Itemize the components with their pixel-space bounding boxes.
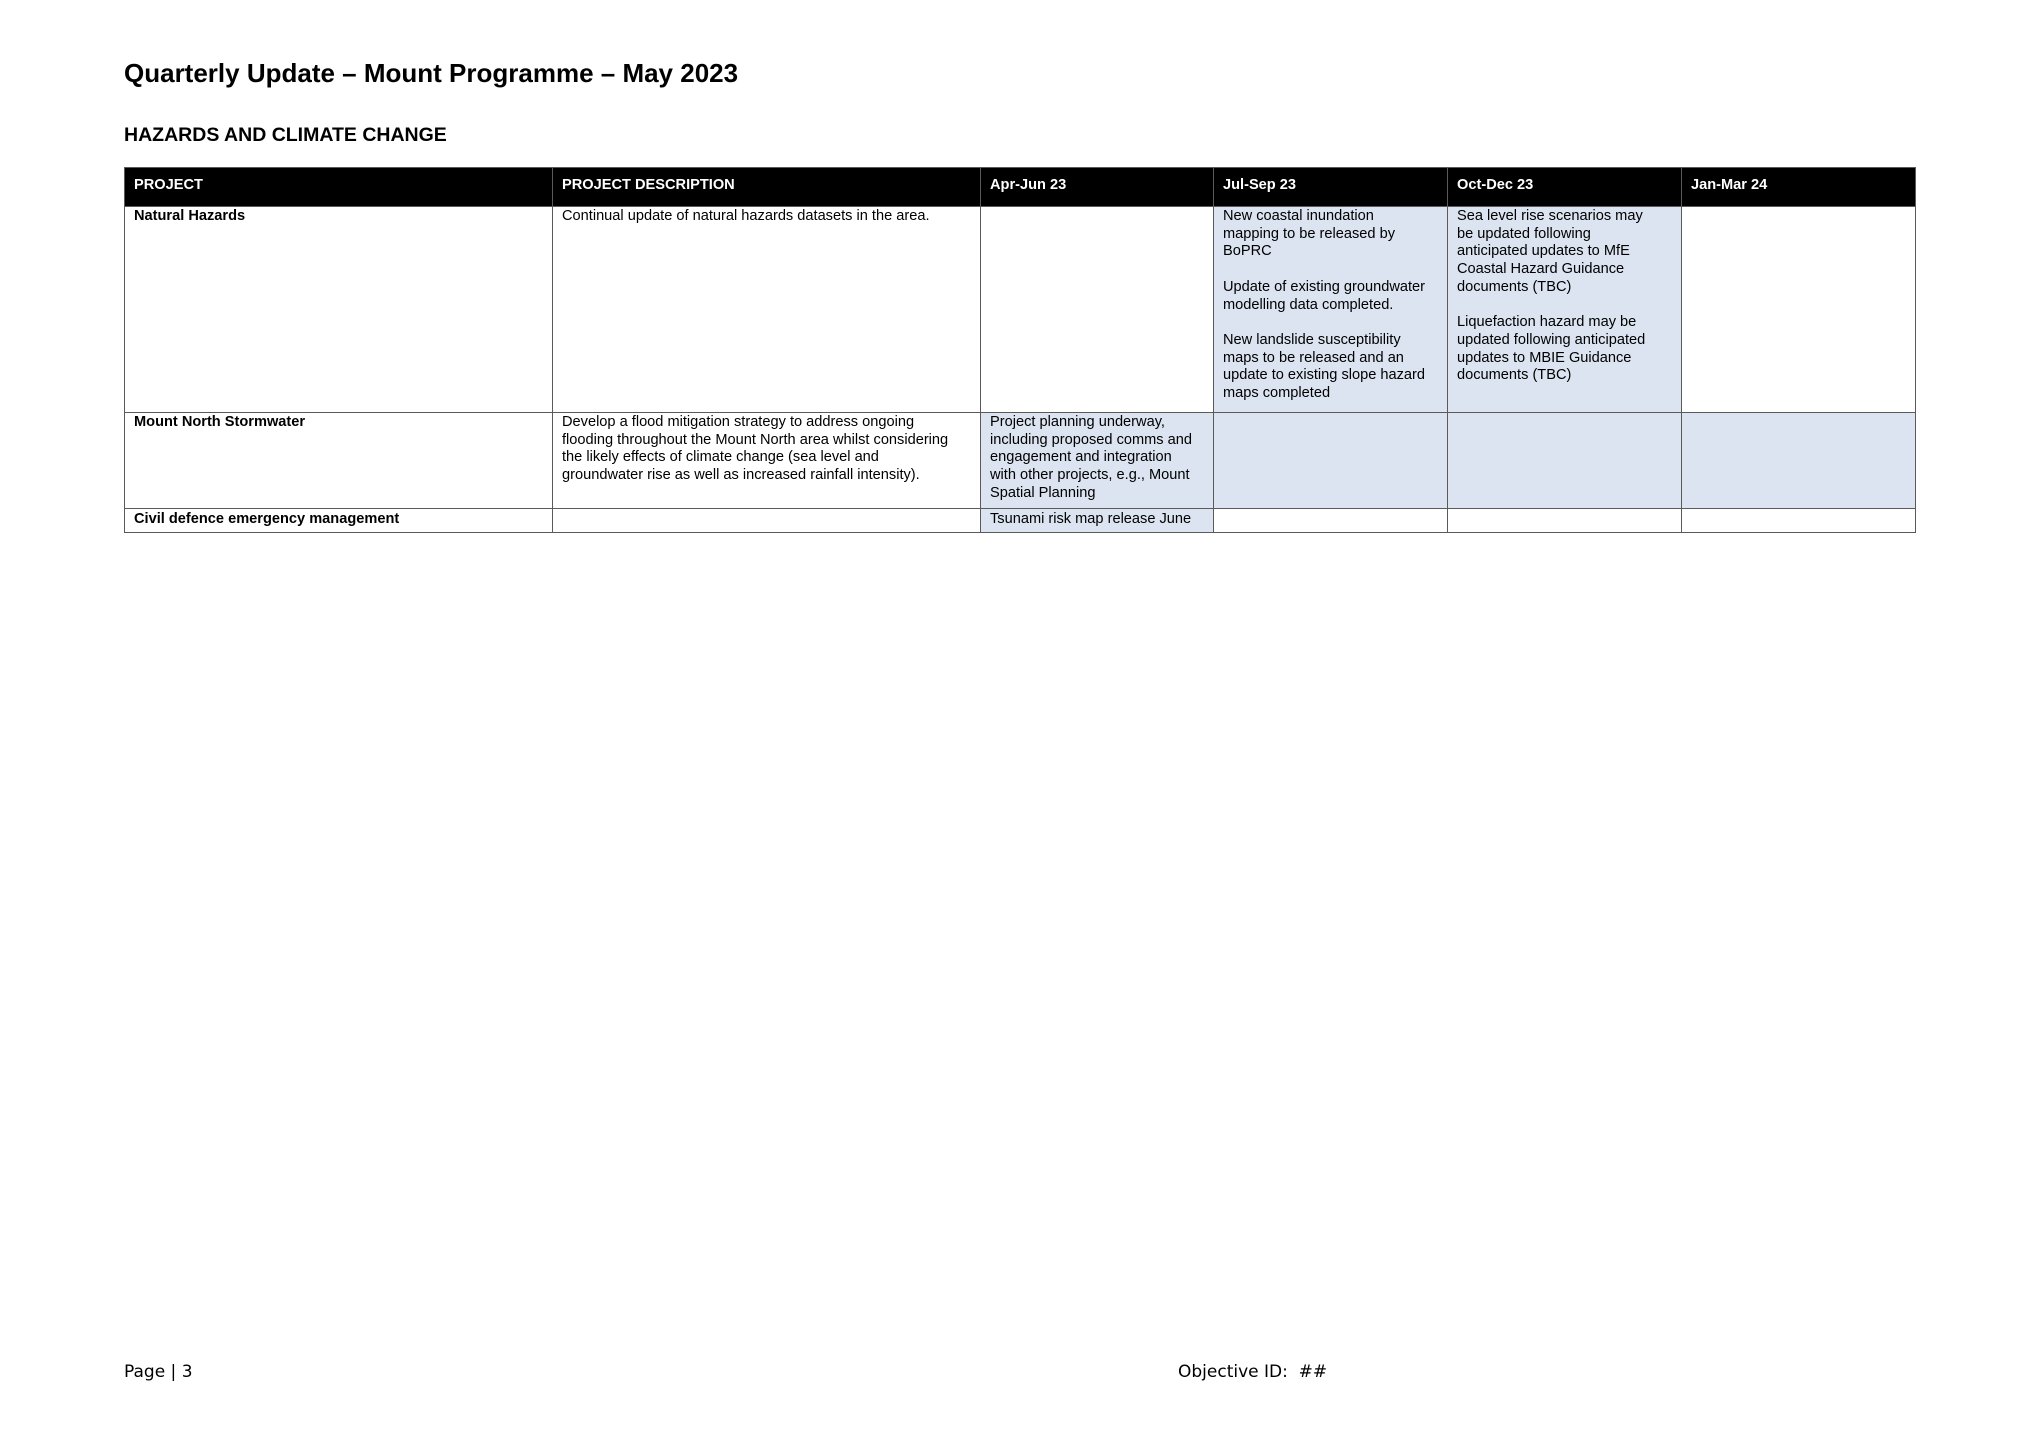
- table-row: [125, 509, 1916, 533]
- project-description-cell: [553, 509, 981, 533]
- jan-mar-24-cell: [1682, 509, 1916, 533]
- column-header-apr-jun-23: Apr-Jun 23: [981, 168, 1214, 207]
- column-header-jan-mar-24: Jan-Mar 24: [1682, 168, 1916, 207]
- column-header-jul-sep-23: Jul-Sep 23: [1214, 168, 1448, 207]
- milestone-text: Project planning underway, including proposed comms and engagement and integration with other projects, e.g., Mount Spatial Planning: [990, 414, 1192, 501]
- table-row: [125, 207, 1916, 413]
- table-row: [125, 413, 1916, 509]
- description-text: Continual update of natural hazards datasets in the area.: [562, 208, 930, 224]
- oct-dec-23-cell: [1448, 509, 1682, 533]
- apr-jun-23-cell: Tsunami risk map release June: [981, 509, 1214, 533]
- page-number: Page | 3: [124, 1362, 193, 1382]
- apr-jun-23-cell: [981, 413, 1214, 509]
- column-header-description: PROJECT DESCRIPTION: [553, 168, 981, 207]
- table-header-row: [125, 168, 1916, 207]
- section-heading: HAZARDS AND CLIMATE CHANGE: [124, 124, 447, 146]
- project-table: [124, 167, 1916, 533]
- objective-id: Objective ID: ##: [1178, 1362, 1328, 1382]
- project-description-cell: [553, 413, 981, 509]
- column-header-oct-dec-23: Oct-Dec 23: [1448, 168, 1682, 207]
- project-name-cell: Civil defence emergency management: [125, 509, 553, 533]
- page-title: Quarterly Update – Mount Programme – May 2023: [124, 58, 739, 88]
- oct-dec-23-cell: [1448, 413, 1682, 509]
- description-text: Develop a flood mitigation strategy to address ongoing flooding throughout the Mount North area whilst considering the likely effects of climate change (sea level and groundwater rise as well as increased rainfall intensity).: [562, 414, 949, 484]
- oct-dec-23-cell: [1448, 207, 1682, 413]
- column-header-project: PROJECT: [125, 168, 553, 207]
- milestone-text: New landslide susceptibility maps to be released and an update to existing slope hazard maps completed: [1223, 331, 1426, 401]
- milestone-text: Sea level rise scenarios may be updated following anticipated updates to MfE Coastal Hazard Guidance documents (TBC): [1457, 208, 1643, 295]
- project-description-cell: [553, 207, 981, 413]
- project-name-cell: Mount North Stormwater: [125, 413, 553, 509]
- jul-sep-23-cell: [1214, 509, 1448, 533]
- jul-sep-23-cell: [1214, 207, 1448, 413]
- apr-jun-23-cell: [981, 207, 1214, 413]
- jan-mar-24-cell: [1682, 207, 1916, 413]
- project-name-cell: Natural Hazards: [125, 207, 553, 413]
- milestone-text: Liquefaction hazard may be updated following anticipated updates to MBIE Guidance documents (TBC): [1457, 314, 1646, 384]
- jan-mar-24-cell: [1682, 413, 1916, 509]
- jul-sep-23-cell: [1214, 413, 1448, 509]
- milestone-text: New coastal inundation mapping to be released by BoPRC: [1223, 208, 1395, 260]
- milestone-text: Update of existing groundwater modelling data completed.: [1223, 278, 1426, 313]
